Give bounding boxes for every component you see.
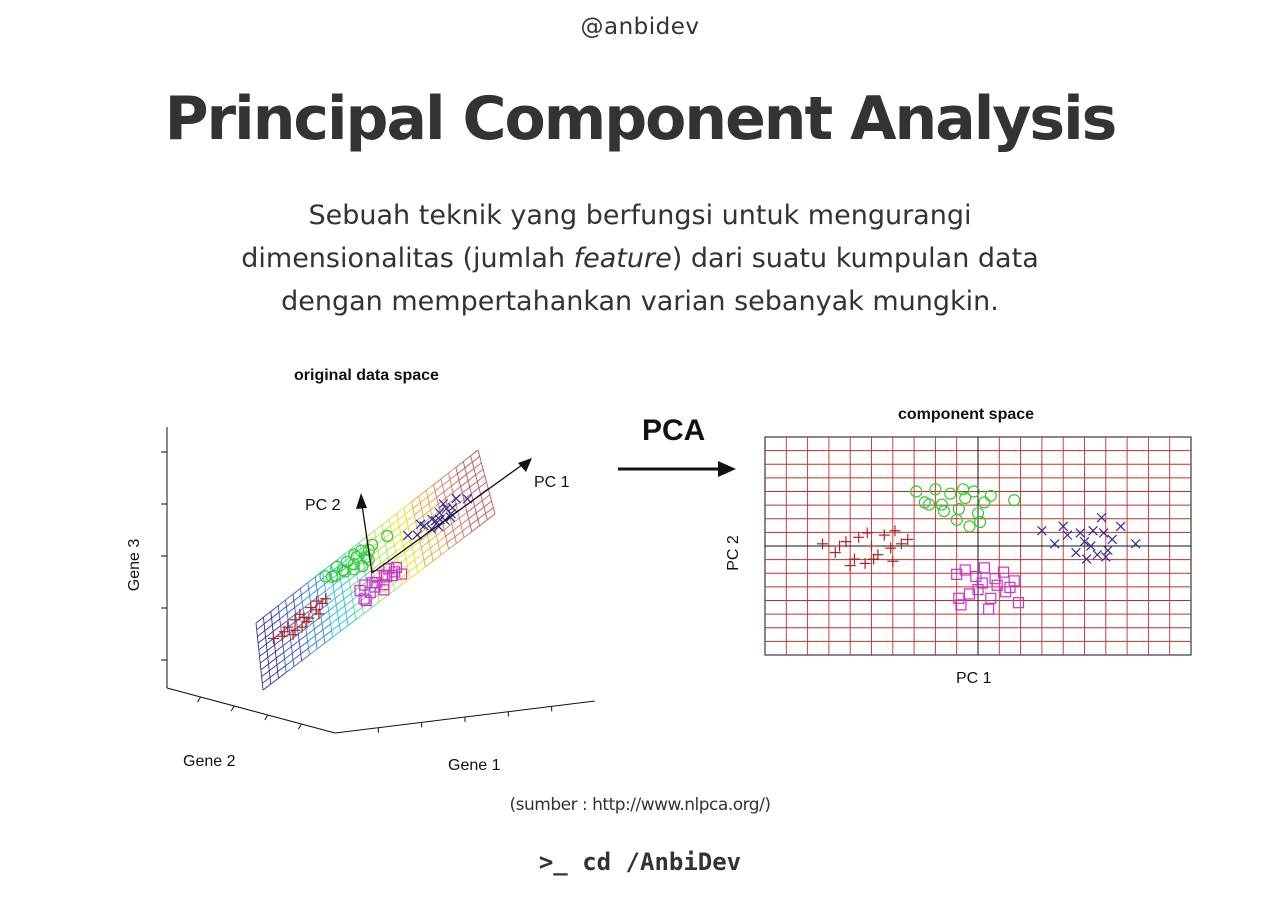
x-axis-label-pc1: PC 1 bbox=[956, 670, 992, 687]
author-handle: @anbidev bbox=[580, 14, 700, 40]
subtitle-line-2-pre: dimensionalitas (jumlah bbox=[241, 243, 574, 274]
subtitle-feature-word: feature bbox=[573, 243, 672, 274]
source-citation: (sumber : http://www.nlpca.org/) bbox=[509, 795, 771, 815]
pc1-arrow-label: PC 1 bbox=[534, 474, 570, 491]
pc2-arrow-label: PC 2 bbox=[305, 497, 341, 514]
axis-label-gene-2: Gene 2 bbox=[183, 753, 236, 770]
axis-label-gene-3: Gene 3 bbox=[126, 538, 143, 592]
subtitle-line-1: Sebuah teknik yang berfungsi untuk mengurangi bbox=[308, 200, 972, 231]
page-title: Principal Component Analysis bbox=[164, 84, 1116, 154]
left-figure-title: original data space bbox=[294, 367, 439, 384]
right-figure-title: component space bbox=[898, 406, 1035, 423]
axis-label-gene-1: Gene 1 bbox=[448, 757, 501, 774]
subtitle-line-2-post: ) dari suatu kumpulan data bbox=[671, 243, 1039, 274]
pca-arrow-head bbox=[718, 461, 736, 477]
footer-command: >_ cd /AnbiDev bbox=[538, 848, 742, 876]
y-axis-label-pc2: PC 2 bbox=[725, 535, 742, 571]
pca-label: PCA bbox=[642, 414, 706, 447]
subtitle-line-3: dengan mempertahankan varian sebanyak mungkin. bbox=[281, 286, 999, 317]
